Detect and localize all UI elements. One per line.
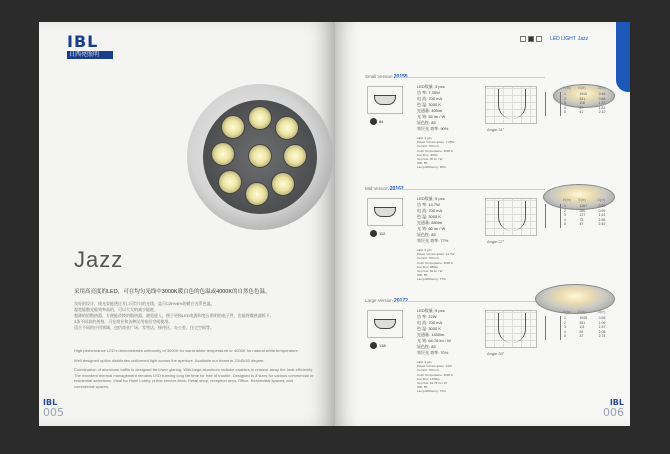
spec-line: 显色性: 85	[417, 344, 436, 349]
table-row: 5 47 2.49	[564, 222, 606, 227]
spec-line: 功 率: 14.7W	[417, 202, 440, 207]
chinese-paragraph: 超薄的铝散热器，方便能改换的散热器，避免进入，便于更换LED电源和变压照明的电子件，也能将散热器拆下。	[74, 313, 274, 318]
beam-cone-icon	[545, 204, 561, 228]
spec-line: 光通量: 880lm	[417, 220, 443, 225]
divider	[395, 189, 545, 190]
spec-line: 电 流: 700 mA	[417, 208, 443, 213]
version-name: Small Version	[365, 74, 393, 79]
led-lens	[248, 144, 272, 168]
spec-line: 光通量: 1450lm	[417, 332, 445, 337]
spec-line: 光通量: 405lm	[417, 108, 443, 113]
spec-line: Current: 700 mA	[417, 144, 440, 149]
table-header: D(m)	[597, 198, 606, 202]
spec-line: Lamp Efficiency: 90%	[417, 165, 446, 170]
cutout-value: 112	[379, 231, 386, 236]
led-array	[203, 100, 317, 214]
table-row: 1 1906 0.46	[564, 92, 606, 96]
spec-line: CRI: 85	[417, 385, 428, 390]
table-row: 5 41 2.12	[564, 110, 606, 115]
cutout-icon	[370, 118, 377, 125]
page-brand: IBL	[43, 398, 58, 407]
spec-line: Lamp Efficiency: 70%	[417, 389, 446, 394]
spec-line: Power Consumption: 14.7W	[417, 252, 455, 257]
page-number: 005	[43, 406, 64, 419]
page-number-left	[43, 399, 64, 418]
spec-line: 功 率: 22W	[417, 314, 437, 319]
spec-line: Lamp Efficiency: 77%	[417, 277, 446, 282]
cutout-size	[370, 230, 385, 237]
illuminance-table	[545, 310, 615, 339]
led-lens	[211, 142, 235, 166]
spec-line: Lux Flux: 405lm	[417, 152, 439, 157]
logo-wordmark: IBL	[67, 32, 99, 51]
specs-english	[417, 136, 477, 170]
spec-line: 色 温: 3000 K	[417, 214, 442, 219]
spec-line: Power Consumption: 7.35W	[417, 140, 455, 145]
cutout-icon	[370, 230, 377, 237]
table-header: E(lx)	[578, 310, 586, 314]
nav-category: LED LIGHT	[550, 36, 576, 42]
chinese-paragraph: 良好的设计，使光束能透过开口可均匀的光线，盖可以5%/6%的暖白光系色温。	[74, 301, 215, 306]
table-row: 4 67 1.81	[564, 105, 606, 110]
illuminance-table	[545, 198, 615, 227]
spec-line: Color Temperature: 3000 K	[417, 260, 453, 265]
downlight-product-photo	[187, 84, 333, 230]
beam-curve	[498, 313, 526, 343]
chinese-paragraph: 适合不同的应用领域，包括商业广场、零售店、接待区、办公室、住宅空间等。	[74, 325, 214, 330]
spec-line: 显色性: 85	[417, 120, 436, 125]
beam-cone-icon	[545, 92, 561, 116]
table-row: 1 1167 0.50	[564, 204, 606, 208]
spec-line: LED: 9 pcs	[417, 360, 432, 364]
version-code: 20172	[394, 298, 408, 304]
chinese-headline: 采用高亮度的LED，可在均匀光线中3000K暖白色的色温或4000K的自然色色温。	[74, 289, 271, 295]
spec-line: 光 效: 60 lm / W	[417, 226, 446, 231]
led-lens	[248, 106, 272, 130]
spec-line: LED数量: 5 pcs	[417, 196, 445, 201]
spec-line: Net Flux: 60 lm / W	[417, 269, 443, 274]
spec-line: Lux Flux: 1450lm	[417, 376, 440, 381]
spec-line: 功 率: 7.35W	[417, 90, 440, 95]
led-lens	[275, 116, 299, 140]
spec-line: CRI: 85	[417, 161, 428, 166]
spec-line: 电 流: 700 mA	[417, 320, 443, 325]
spec-line: 效应光 效率: 90%	[417, 126, 449, 131]
table-header: H(m)	[563, 86, 571, 90]
table-row: 4 73 1.98	[564, 217, 606, 222]
specs-english	[417, 248, 477, 282]
spec-line: 效应光 效率: 70%	[417, 350, 449, 355]
spec-line: LED数量: 9 pcs	[417, 308, 445, 313]
led-lens	[221, 115, 245, 139]
page-brand: IBL	[609, 398, 624, 407]
spec-line: LED: 5 pcs	[417, 248, 432, 252]
divider	[395, 301, 545, 302]
logo-subtitle: 日西亮照明	[67, 51, 113, 59]
english-paragraph: High performance LED's demonstrates uniformity of 3000K for warm white temperature or 4000K for natural white temperature.	[74, 348, 299, 353]
chinese-description	[74, 301, 314, 331]
chinese-paragraph: 超宽能散光能效率高的，可以大大的减少能耗。	[74, 307, 158, 312]
polar-distribution-chart	[485, 86, 537, 124]
spec-line: Color Temperature: 3000 K	[417, 372, 453, 377]
version-name: Large Version	[365, 298, 393, 303]
version-code: 20162	[389, 186, 404, 192]
brand-logo	[67, 34, 117, 59]
led-lens	[218, 170, 242, 194]
version-name: Mid Version	[365, 186, 389, 191]
polar-distribution-chart	[485, 310, 537, 348]
version-section	[365, 74, 615, 186]
dimension-drawing	[367, 86, 403, 114]
table-row: 2 251 1.06	[564, 320, 606, 325]
specs-chinese	[417, 84, 477, 132]
spec-line: 色 温: 3000 K	[417, 326, 442, 331]
beam-angle: Angle 31°	[487, 127, 505, 132]
table-header: E(lx)	[578, 86, 586, 90]
table-header: E(lx)	[578, 198, 586, 202]
dimension-drawing	[367, 310, 403, 338]
specs-english	[417, 360, 477, 394]
lamp-outline	[374, 207, 396, 217]
section-tab	[616, 22, 630, 92]
cutout-value: 138	[379, 343, 386, 348]
spec-line: 光 效: 55 lm / W	[417, 114, 446, 119]
beam-curve	[498, 89, 526, 119]
beam-angle: Angle 27°	[487, 239, 505, 244]
spec-line: Current: 700 mA	[417, 256, 440, 261]
page-number-right	[603, 399, 624, 418]
illuminance-table	[545, 86, 615, 115]
nav-square-icon	[536, 36, 542, 42]
nav-square-icon	[520, 36, 526, 42]
led-lens	[245, 182, 269, 206]
spec-line: 效应光 效率: 77%	[417, 238, 449, 243]
lamp-outline	[374, 319, 396, 329]
spec-line: 色 温: 3000 K	[417, 102, 442, 107]
version-code: 20155	[393, 74, 408, 80]
table-row: 3 127 1.43	[564, 213, 606, 218]
spec-line: LED: 3 pcs	[417, 136, 432, 140]
table-row: 2 331 0.86	[564, 96, 606, 101]
spec-line: 显色性: 85	[417, 232, 436, 237]
spec-line: LED数量: 3 pcs	[417, 84, 445, 89]
cutout-size	[370, 118, 383, 125]
spec-line: Net Flux: 64.78 lm / W	[417, 381, 447, 386]
spec-line: Color Temperature: 3000 K	[417, 148, 453, 153]
cutout-value: 84	[379, 119, 384, 124]
spec-line: 光 效: 64.78 lm / W	[417, 338, 451, 343]
chinese-paragraph: 3条不同款的规格，可在商业和各种民用家居空间使用。	[74, 319, 173, 324]
dimension-drawing	[367, 198, 403, 226]
spec-line: 电 流: 700 mA	[417, 96, 443, 101]
english-paragraph: Well designed optics distributes uniformed light across the aperture. Available our beam in 20/45/60 degree.	[74, 357, 265, 363]
table-header: H(m)	[563, 310, 571, 314]
spec-line: Current: 700 mA	[417, 368, 440, 373]
table-row: 2 280 0.99	[564, 208, 606, 213]
cutout-icon	[370, 342, 377, 349]
spec-line: Net Flux: 55 lm / W	[417, 157, 443, 162]
version-section	[365, 186, 615, 298]
lamp-outline	[374, 95, 396, 105]
nav-square-icon	[528, 36, 534, 42]
specs-chinese	[417, 308, 477, 356]
table-row: 3 111 1.57	[564, 325, 606, 330]
table-row: 4 59 2.08	[564, 329, 606, 334]
table-row: 5 37 2.74	[564, 334, 606, 339]
table-header: D(m)	[597, 310, 606, 314]
table-row: 1 1008 0.55	[564, 316, 606, 320]
english-paragraph: Combination of aluminum baffle is designed for lower glaring. With large aluminum radiator enables to remove away the heat efficiently. The excellent thermal management remains LED running long life time for free of trouble. Designed in 3 sizes for various commercial or residential selections. Ideal for Hotel Lobby, public service Area, Retail shop, reception area, Office, Residential spaces, and commercial spaces.	[74, 367, 314, 389]
nav-product: Jazz	[577, 36, 589, 42]
polar-distribution-chart	[485, 198, 537, 236]
divider	[395, 77, 545, 78]
beam-cone-icon	[545, 316, 561, 340]
version-section	[365, 298, 615, 410]
cutout-size	[370, 342, 386, 349]
specs-chinese	[417, 196, 477, 244]
beam-curve	[498, 201, 526, 231]
left-page	[39, 22, 335, 426]
table-row: 3 116 1.37	[564, 101, 606, 106]
right-page	[335, 22, 630, 426]
product-title: Jazz	[74, 247, 124, 272]
spec-line: Power Consumption: 22W	[417, 364, 452, 369]
led-lens	[271, 172, 295, 196]
english-description	[74, 348, 314, 393]
beam-angle: Angle 30°	[487, 351, 505, 356]
table-header: D(m)	[597, 86, 606, 90]
page-number: 006	[603, 406, 624, 419]
led-lens	[283, 144, 307, 168]
spec-line: Lux Flux: 880lm	[417, 264, 439, 269]
section-nav	[520, 36, 588, 42]
table-header: H(m)	[563, 198, 571, 202]
spec-line: CRI: 85	[417, 273, 428, 278]
